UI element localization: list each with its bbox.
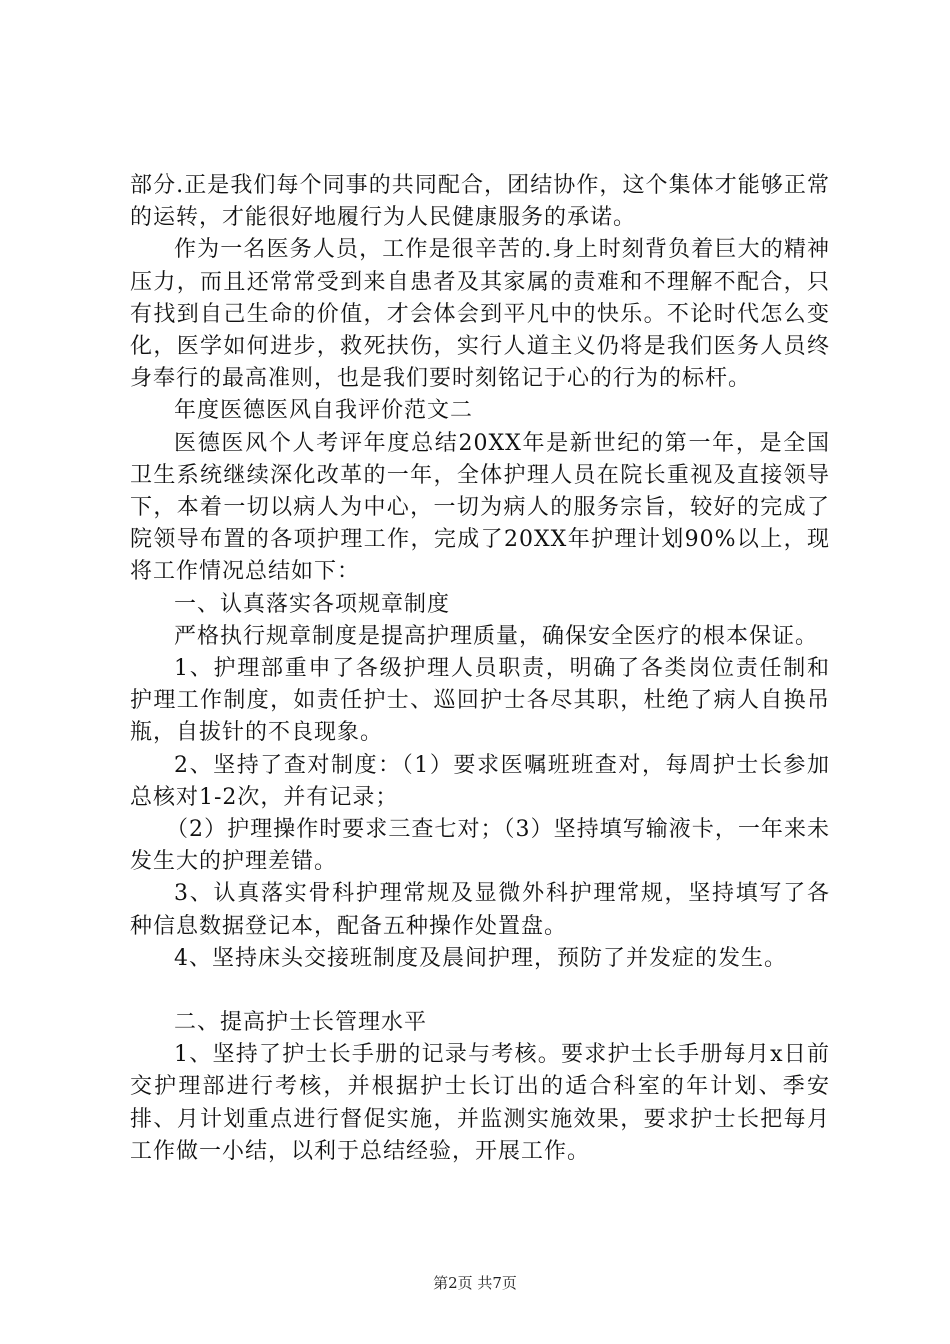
item-2: 2、坚持了查对制度：（1）要求医嘱班班查对，每周护士长参加总核对1-2次，并有记录； xyxy=(130,752,830,810)
document-body xyxy=(130,170,830,1168)
item-4: 4、坚持床头交接班制度及晨间护理，预防了并发症的发生。 xyxy=(174,945,787,971)
paragraph-1: 部分.正是我们每个同事的共同配合，团结协作，这个集体才能够正常的运转，才能很好地履行为人民健康服务的承诺。 xyxy=(130,173,830,231)
section-title: 年度医德医风自我评价范文二 xyxy=(174,398,474,424)
item-2-continued: （2）护理操作时要求三查七对；（3）坚持填写输液卡，一年来未发生大的护理差错。 xyxy=(130,817,830,875)
paragraph-2: 作为一名医务人员，工作是很辛苦的.身上时刻背负着巨大的精神压力，而且还常常受到来自患者及其家属的责难和不理解不配合，只有找到自己生命的价值，才会体会到平凡中的快乐。不论时代怎么变化，医学如何进步，救死扶伤，实行人道主义仍将是我们医务人员终身奉行的最高准则，也是我们要时刻铭记于心的行为的标杆。 xyxy=(130,237,830,392)
paragraph-3: 医德医风个人考评年度总结20XX年是新世纪的第一年，是全国卫生系统继续深化改革的一年，全体护理人员在院长重视及直接领导下，本着一切以病人为中心，一切为病人的服务宗旨，较好的完成了院领导布置的各项护理工作，完成了20XX年护理计划90%以上，现将工作情况总结如下： xyxy=(130,430,830,585)
paragraph-4: 严格执行规章制度是提高护理质量，确保安全医疗的根本保证。 xyxy=(174,623,819,649)
heading-2: 二、提高护士长管理水平 xyxy=(174,1010,428,1036)
item-5: 1、坚持了护士长手册的记录与考核。要求护士长手册每月x日前交护理部进行考核，并根据护士长订出的适合科室的年计划、季安排、月计划重点进行督促实施，并监测实施效果，要求护士长把每月工作做一小结，以利于总结经验，开展工作。 xyxy=(130,1042,830,1164)
item-1: 1、护理部重申了各级护理人员职责，明确了各类岗位责任制和护理工作制度，如责任护士、巡回护士各尽其职，杜绝了病人自换吊瓶，自拔针的不良现象。 xyxy=(130,656,830,746)
page-number: 第2页 共7页 xyxy=(433,1274,517,1292)
item-3: 3、认真落实骨科护理常规及显微外科护理常规，坚持填写了各种信息数据登记本，配备五种操作处置盘。 xyxy=(130,881,830,939)
heading-1: 一、认真落实各项规章制度 xyxy=(174,591,451,617)
